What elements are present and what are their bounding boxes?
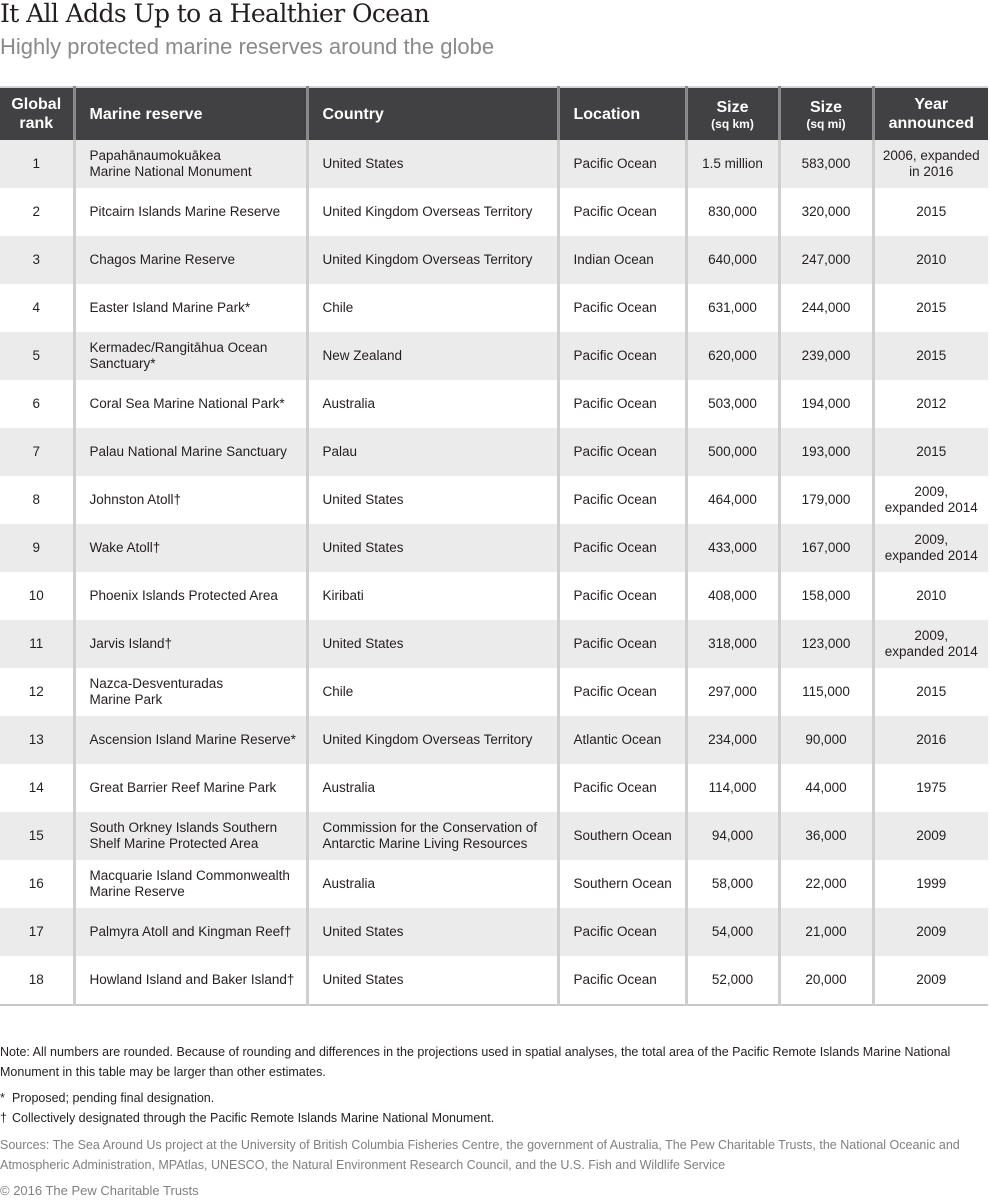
cell-size-km: 620,000 [686, 332, 779, 380]
cell-country: United Kingdom Overseas Territory [307, 188, 558, 236]
cell-marine-reserve: Phoenix Islands Protected Area [74, 572, 307, 620]
footnote-symbol: * [0, 1091, 5, 1105]
col-header-location [558, 87, 686, 140]
cell-location: Pacific Ocean [558, 908, 686, 956]
col-unit: (sq km) [711, 116, 754, 131]
cell-marine-reserve: Ascension Island Marine Reserve* [74, 716, 307, 764]
cell-location: Southern Ocean [558, 812, 686, 860]
cell-size-km: 1.5 million [686, 140, 779, 188]
cell-country: Australia [307, 380, 558, 428]
cell-size-km: 433,000 [686, 524, 779, 572]
cell-location: Indian Ocean [558, 236, 686, 284]
table-row [0, 620, 988, 668]
table-row [0, 572, 988, 620]
cell-country: United States [307, 956, 558, 1005]
cell-year: 2015 [873, 332, 988, 380]
cell-size-mi: 22,000 [779, 860, 873, 908]
cell-rank: 12 [0, 668, 74, 716]
cell-year: 2009 [873, 908, 988, 956]
cell-rank: 14 [0, 764, 74, 812]
page-title: It All Adds Up to a Healthier Ocean [0, 0, 430, 28]
cell-size-mi: 193,000 [779, 428, 873, 476]
cell-year: 2009, expanded 2014 [873, 476, 988, 524]
cell-year: 2015 [873, 188, 988, 236]
cell-size-mi: 194,000 [779, 380, 873, 428]
cell-location: Pacific Ocean [558, 668, 686, 716]
cell-marine-reserve: Nazca-Desventuradas Marine Park [74, 668, 307, 716]
col-label: Size [809, 98, 842, 116]
cell-country: Chile [307, 284, 558, 332]
table-row [0, 236, 988, 284]
cell-location: Pacific Ocean [558, 524, 686, 572]
cell-marine-reserve: Chagos Marine Reserve [74, 236, 307, 284]
cell-size-mi: 21,000 [779, 908, 873, 956]
cell-country: United States [307, 524, 558, 572]
cell-year: 2006, expanded in 2016 [873, 140, 988, 188]
cell-year: 2015 [873, 668, 988, 716]
cell-size-km: 408,000 [686, 572, 779, 620]
cell-year: 2015 [873, 428, 988, 476]
table-row [0, 668, 988, 716]
cell-size-km: 114,000 [686, 764, 779, 812]
cell-marine-reserve: Easter Island Marine Park* [74, 284, 307, 332]
cell-marine-reserve: Palmyra Atoll and Kingman Reef† [74, 908, 307, 956]
cell-size-mi: 247,000 [779, 236, 873, 284]
cell-size-mi: 36,000 [779, 812, 873, 860]
table-row [0, 764, 988, 812]
cell-country: Chile [307, 668, 558, 716]
cell-rank: 1 [0, 140, 74, 188]
cell-size-km: 52,000 [686, 956, 779, 1005]
cell-rank: 17 [0, 908, 74, 956]
cell-year: 2010 [873, 236, 988, 284]
table-row [0, 140, 988, 188]
cell-location: Pacific Ocean [558, 332, 686, 380]
col-label: Global rank [11, 96, 62, 132]
cell-size-km: 234,000 [686, 716, 779, 764]
table-row [0, 716, 988, 764]
cell-rank: 4 [0, 284, 74, 332]
cell-year: 2009, expanded 2014 [873, 524, 988, 572]
cell-year: 2009, expanded 2014 [873, 620, 988, 668]
cell-location: Pacific Ocean [558, 284, 686, 332]
footnote-symbol: † [0, 1111, 7, 1125]
cell-size-mi: 244,000 [779, 284, 873, 332]
table-body [0, 140, 988, 1005]
cell-marine-reserve: South Orkney Islands Southern Shelf Marine Protected Area [74, 812, 307, 860]
footnote-proposed [0, 1088, 985, 1108]
table-row [0, 476, 988, 524]
cell-marine-reserve: Great Barrier Reef Marine Park [74, 764, 307, 812]
cell-country: Commission for the Conservation of Antarctic Marine Living Resources [307, 812, 558, 860]
cell-size-km: 297,000 [686, 668, 779, 716]
cell-rank: 18 [0, 956, 74, 1005]
cell-marine-reserve: Macquarie Island Commonwealth Marine Reserve [74, 860, 307, 908]
sources-text: Sources: The Sea Around Us project at the University of British Columbia Fisheries Centre, the government of Australia, The Pew Charitable Trusts, the National Oceanic and Atmospheric Administration, MPAtlas, UNESCO, the Natural Environment Research Council, and the U.S. Fish and Wildlife Service [0, 1138, 960, 1172]
col-label: Location [573, 105, 641, 123]
cell-size-mi: 20,000 [779, 956, 873, 1005]
cell-size-mi: 90,000 [779, 716, 873, 764]
cell-marine-reserve: Jarvis Island† [74, 620, 307, 668]
footnote-text: Collectively designated through the Pacific Remote Islands Marine National Monument. [12, 1111, 495, 1125]
cell-location: Pacific Ocean [558, 620, 686, 668]
cell-country: United States [307, 140, 558, 188]
table-row [0, 812, 988, 860]
col-label: Year announced [888, 96, 974, 132]
note-text: Note: All numbers are rounded. Because of rounding and differences in the projections used in spatial analyses, the total area of the Pacific Remote Islands Marine National Monument in this table may be larger than other estimates. [0, 1045, 951, 1079]
cell-location: Pacific Ocean [558, 956, 686, 1005]
cell-rank: 13 [0, 716, 74, 764]
cell-country: United States [307, 476, 558, 524]
table-row [0, 332, 988, 380]
cell-country: New Zealand [307, 332, 558, 380]
cell-year: 2009 [873, 812, 988, 860]
cell-country: Australia [307, 860, 558, 908]
col-label: Country [322, 105, 384, 123]
cell-location: Pacific Ocean [558, 764, 686, 812]
cell-marine-reserve: Wake Atoll† [74, 524, 307, 572]
cell-country: Australia [307, 764, 558, 812]
cell-size-km: 58,000 [686, 860, 779, 908]
cell-country: United Kingdom Overseas Territory [307, 716, 558, 764]
cell-location: Pacific Ocean [558, 188, 686, 236]
notes-section [0, 1042, 985, 1128]
cell-year: 2010 [873, 572, 988, 620]
cell-rank: 10 [0, 572, 74, 620]
col-unit: (sq mi) [806, 116, 846, 131]
cell-location: Pacific Ocean [558, 140, 686, 188]
cell-rank: 15 [0, 812, 74, 860]
col-header-country [307, 87, 558, 140]
col-header-rank [0, 87, 74, 140]
cell-year: 2009 [873, 956, 988, 1005]
table-row [0, 284, 988, 332]
table-row [0, 380, 988, 428]
marine-reserves-table [0, 86, 988, 1006]
col-label: Size [716, 98, 749, 116]
footnote-collective [0, 1108, 985, 1128]
cell-rank: 5 [0, 332, 74, 380]
cell-country: Kiribati [307, 572, 558, 620]
page-subtitle: Highly protected marine reserves around the globe [0, 34, 495, 59]
cell-rank: 3 [0, 236, 74, 284]
col-label: Marine reserve [89, 105, 203, 123]
cell-marine-reserve: Papahānaumokuākea Marine National Monument [74, 140, 307, 188]
cell-rank: 7 [0, 428, 74, 476]
table-row [0, 860, 988, 908]
table-row [0, 188, 988, 236]
cell-size-km: 631,000 [686, 284, 779, 332]
cell-year: 1999 [873, 860, 988, 908]
cell-size-mi: 44,000 [779, 764, 873, 812]
cell-marine-reserve: Johnston Atoll† [74, 476, 307, 524]
cell-size-km: 830,000 [686, 188, 779, 236]
col-header-marine-reserve [74, 87, 307, 140]
cell-marine-reserve: Pitcairn Islands Marine Reserve [74, 188, 307, 236]
cell-size-mi: 179,000 [779, 476, 873, 524]
cell-size-mi: 167,000 [779, 524, 873, 572]
table-row [0, 908, 988, 956]
table-header [0, 87, 988, 140]
copyright-text: © 2016 The Pew Charitable Trusts [0, 1183, 199, 1198]
cell-rank: 2 [0, 188, 74, 236]
cell-size-mi: 583,000 [779, 140, 873, 188]
cell-rank: 11 [0, 620, 74, 668]
cell-location: Pacific Ocean [558, 380, 686, 428]
cell-location: Southern Ocean [558, 860, 686, 908]
col-header-size-mi [779, 87, 873, 140]
cell-size-mi: 115,000 [779, 668, 873, 716]
cell-size-km: 503,000 [686, 380, 779, 428]
cell-size-km: 500,000 [686, 428, 779, 476]
cell-size-km: 464,000 [686, 476, 779, 524]
cell-country: United States [307, 620, 558, 668]
cell-size-km: 54,000 [686, 908, 779, 956]
cell-location: Pacific Ocean [558, 476, 686, 524]
cell-rank: 8 [0, 476, 74, 524]
cell-year: 2015 [873, 284, 988, 332]
cell-country: Palau [307, 428, 558, 476]
cell-size-mi: 239,000 [779, 332, 873, 380]
col-header-size-km [686, 87, 779, 140]
cell-year: 1975 [873, 764, 988, 812]
table-row [0, 956, 988, 1005]
cell-size-mi: 320,000 [779, 188, 873, 236]
cell-size-km: 640,000 [686, 236, 779, 284]
cell-size-mi: 158,000 [779, 572, 873, 620]
footnote-text: Proposed; pending final designation. [12, 1091, 215, 1105]
cell-location: Pacific Ocean [558, 428, 686, 476]
cell-marine-reserve: Coral Sea Marine National Park* [74, 380, 307, 428]
table-row [0, 524, 988, 572]
cell-rank: 6 [0, 380, 74, 428]
cell-year: 2012 [873, 380, 988, 428]
cell-year: 2016 [873, 716, 988, 764]
cell-rank: 9 [0, 524, 74, 572]
cell-rank: 16 [0, 860, 74, 908]
cell-size-km: 94,000 [686, 812, 779, 860]
cell-size-km: 318,000 [686, 620, 779, 668]
table-row [0, 428, 988, 476]
cell-location: Atlantic Ocean [558, 716, 686, 764]
cell-country: United Kingdom Overseas Territory [307, 236, 558, 284]
cell-country: United States [307, 908, 558, 956]
cell-size-mi: 123,000 [779, 620, 873, 668]
cell-marine-reserve: Palau National Marine Sanctuary [74, 428, 307, 476]
cell-location: Pacific Ocean [558, 572, 686, 620]
col-header-year [873, 87, 988, 140]
cell-marine-reserve: Howland Island and Baker Island† [74, 956, 307, 1005]
cell-marine-reserve: Kermadec/Rangitāhua Ocean Sanctuary* [74, 332, 307, 380]
